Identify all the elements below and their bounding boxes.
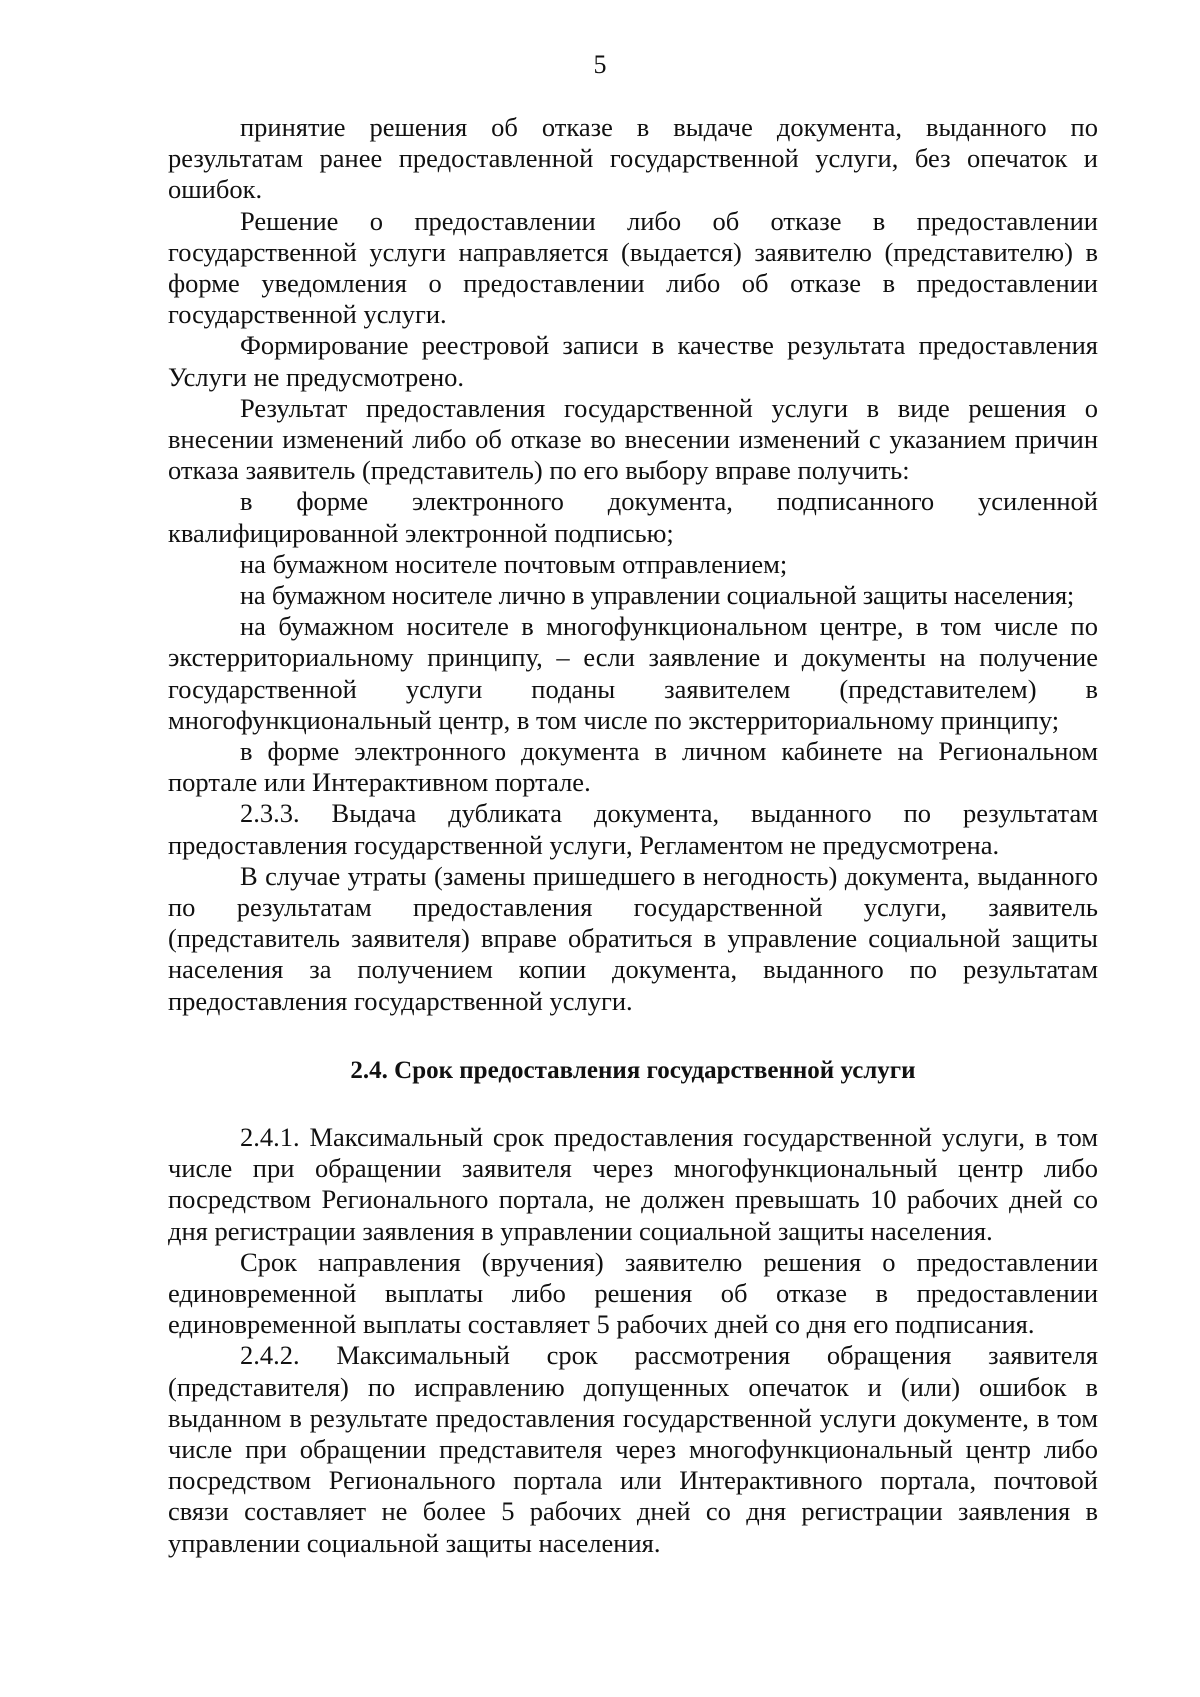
paragraph-mfc-delivery: на бумажном носителе в многофункциональном центре, в том числе по экстерриториальному принципу, – если заявление и документы на получение государственной услуги поданы заявителем (представителем) в многофункциональный центр, в том числе по экстерриториальному принципу;	[168, 611, 1098, 735]
paragraph-postal-delivery: на бумажном носителе почтовым отправлением;	[240, 548, 788, 579]
paragraph-decision-delivery-term: Срок направления (вручения) заявителю решения о предоставлении единовременной выплаты либо решения об отказе в предоставлении единовременной выплаты составляет 5 рабочих дней со дня его подписания.	[168, 1246, 1098, 1340]
paragraph-document-loss: В случае утраты (замены пришедшего в негодность) документа, выданного по результатам предоставления государственной услуги, заявитель (представитель заявителя) вправе обратиться в управление социальной защиты населения за получением копии документа, выданного по результатам предоставления государственной услуги.	[168, 860, 1098, 1016]
document-body	[168, 112, 1098, 1559]
paragraph-refusal-decision: принятие решения об отказе в выдаче документа, выданного по результатам ранее предоставленной государственной услуги, без опечаток и ошибок.	[168, 112, 1098, 205]
paragraph-correction-term: 2.4.2. Максимальный срок рассмотрения обращения заявителя (представителя) по исправлению допущенных опечаток и (или) ошибок в выданном в результате предоставления государственной услуги документе, в том числе при обращении представителя через многофункциональный центр либо посредством Регионального портала или Интерактивного портала, почтовой связи составляет не более 5 рабочих дней со дня регистрации заявления в управлении социальной защиты населения.	[168, 1340, 1098, 1558]
paragraph-electronic-signature: в форме электронного документа, подписанного усиленной квалифицированной электронной подписью;	[168, 486, 1098, 548]
paragraph-decision-notification: Решение о предоставлении либо об отказе в предоставлении государственной услуги направляется (выдается) заявителю (представителю) в форме уведомления о предоставлении либо об отказе в предоставлении государственной услуги.	[168, 205, 1098, 330]
paragraph-max-term: 2.4.1. Максимальный срок предоставления государственной услуги, в том числе при обращении заявителя через многофункциональный центр либо посредством Регионального портала, не должен превышать 10 рабочих дней со дня регистрации заявления в управлении социальной защиты населения.	[168, 1121, 1098, 1246]
page-number: 5	[593, 50, 607, 79]
paragraph-portal-cabinet: в форме электронного документа в личном кабинете на Региональном портале или Интерактивном портале.	[168, 736, 1098, 798]
paragraph-duplicate-issue: 2.3.3. Выдача дубликата документа, выданного по результатам предоставления государственной услуги, Регламентом не предусмотрена.	[168, 798, 1098, 860]
section-heading: 2.4. Срок предоставления государственной услуги	[350, 1056, 916, 1084]
paragraph-registry-record: Формирование реестровой записи в качестве результата предоставления Услуги не предусмотрено.	[168, 330, 1098, 392]
paragraph-personal-delivery: на бумажном носителе лично в управлении социальной защиты населения;	[240, 580, 1075, 611]
paragraph-result-options: Результат предоставления государственной услуги в виде решения о внесении изменений либо об отказе во внесении изменений с указанием причин отказа заявитель (представитель) по его выбору вправе получить:	[168, 392, 1098, 486]
